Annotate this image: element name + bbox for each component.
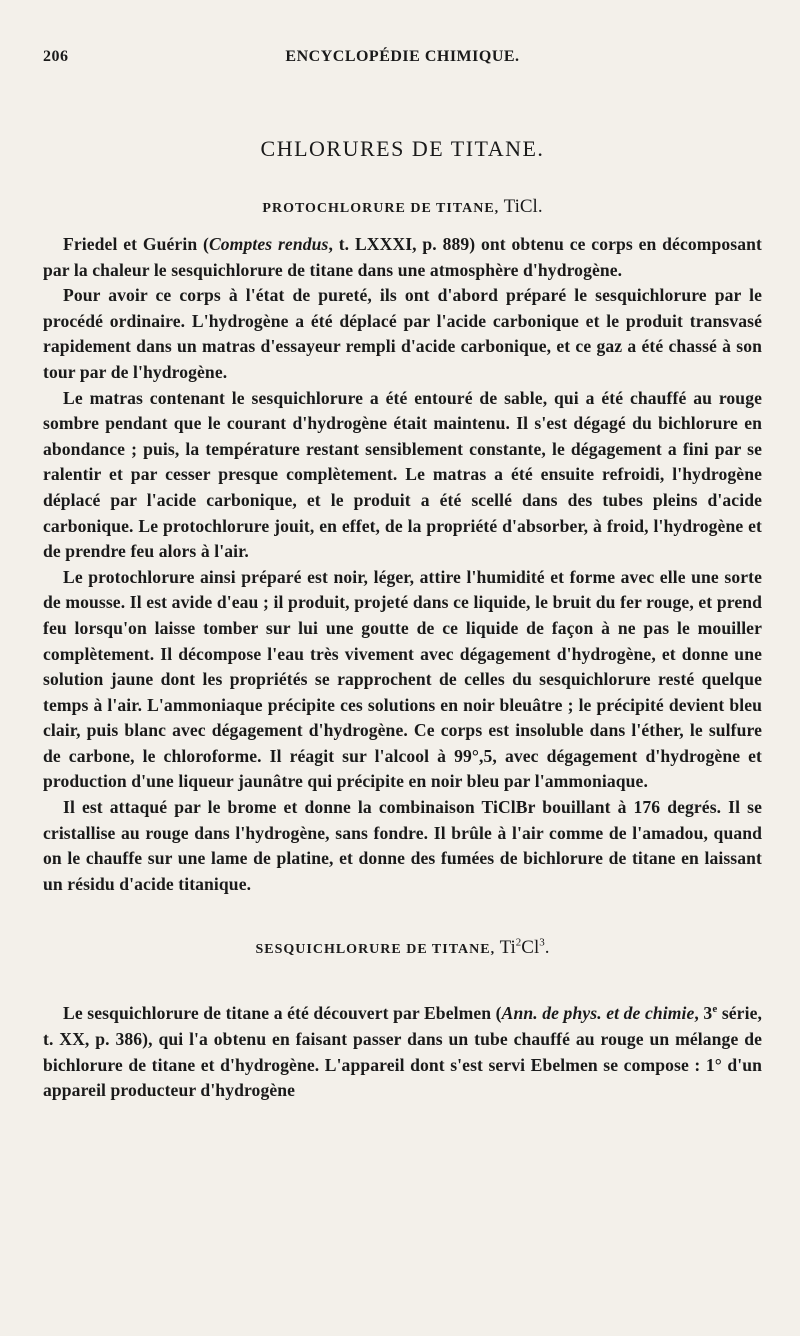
paragraph-4: Le protochlorure ainsi préparé est noir, léger, attire l'humidité et forme avec elle une sorte de mousse. Il est avide d'eau ; il produit, projeté dans ce liquide, le bruit du fer rouge, et prend feu lorsqu'on laisse tomber sur lui une goutte de ce liquide de façon à ne pas le mouiller complètement. Il décompose l'eau très vivement avec dégagement d'hydrogène, et donne une solution jaune dont les propriétés se rapprochent de celles du sesquichlorure resté quelque temps à l'air. L'ammoniaque précipite ces solutions en noir bleuâtre ; le précipité devient bleu clair, puis blanc avec dégagement d'hydrogène. Ce corps est insoluble dans l'éther, le sulfure de carbone, le chloroforme. Il réagit sur l'alcool à 99°,5, avec dégagement d'hydrogène et production d'une liqueur jaunâtre qui précipite en noir bleu par l'ammoniaque. bbox=[43, 566, 762, 792]
section-title-text: SESQUICHLORURE DE TITANE, bbox=[255, 942, 496, 958]
paragraph-6-text-c: série, t. XX, p. 386), qui l'a obtenu en faisant passer dans un tube chauffé au rouge un mélange de bichlorure de titane et d'hydrogène. L'appareil dont s'est servi Ebelmen se compose : 1° d'un appareil producteur d'hydrogène bbox=[43, 1003, 762, 1101]
ordinal-suffix: e bbox=[712, 1003, 718, 1016]
paragraph-2: Pour avoir ce corps à l'état de pureté, ils ont d'abord préparé le sesquichlorure par le procédé ordinaire. L'hydrogène a été déplacé par l'acide carbonique et le produit transvasé rapidement dans un matras d'essayeur rempli d'acide carbonique, et ce gaz a été chassé à son tour par de l'hydrogène. bbox=[43, 285, 762, 382]
section-title-protochlorure bbox=[43, 196, 762, 218]
section-title-sesquichlorure bbox=[43, 937, 762, 959]
journal-citation: Ann. de phys. et de chimie bbox=[501, 1003, 695, 1024]
page-number: 206 bbox=[43, 48, 69, 65]
running-head bbox=[43, 48, 762, 70]
paragraph-1-text-b: , t. LXXXI, p. 889) ont obtenu ce corps en décomposant par la chaleur le sesquichlorure de titane dans une atmosphère d'hydrogène. bbox=[43, 234, 762, 280]
paragraph-6-text-b: , 3 bbox=[694, 1003, 713, 1024]
paragraph-6 bbox=[43, 1001, 762, 1103]
formula-index: 3 bbox=[539, 937, 545, 950]
chapter-title: CHLORURES DE TITANE. bbox=[260, 136, 545, 161]
document-page bbox=[0, 48, 800, 1336]
formula-part: Ti bbox=[499, 937, 516, 959]
paragraph-6-text-a: Le sesquichlorure de titane a été découvert par Ebelmen ( bbox=[63, 1003, 502, 1024]
paragraph-1 bbox=[43, 232, 762, 283]
section-title-text: PROTOCHLORURE DE TITANE, bbox=[262, 201, 500, 216]
formula-part: . bbox=[544, 937, 550, 959]
journal-citation: Comptes rendus bbox=[208, 234, 329, 254]
running-title: ENCYCLOPÉDIE CHIMIQUE. bbox=[285, 48, 520, 65]
paragraph-5: Il est attaqué par le brome et donne la combinaison TiClBr bouillant à 176 degrés. Il se cristallise au rouge dans l'hydrogène, sans fondre. Il brûle à l'air comme de l'amadou, quand on le chauffe sur une lame de platine, et donne des fumées de bichlorure de titane en laissant un résidu d'acide titanique. bbox=[43, 797, 762, 894]
section-formula: TiCl. bbox=[503, 196, 543, 217]
formula-part: Cl bbox=[521, 937, 540, 959]
section-formula bbox=[500, 937, 550, 958]
formula-index: 2 bbox=[515, 937, 522, 950]
paragraph-3: Le matras contenant le sesquichlorure a été entouré de sable, qui a été chauffé au rouge sombre pendant que le courant d'hydrogène était maintenu. Il s'est dégagé du bichlorure en abondance ; puis, la température restant sensiblement constante, le dégagement a fini par se ralentir et par cesser presque complètement. Le matras a été ensuite refroidi, l'hydrogène déplacé par l'acide carbonique, et le produit a été scellé dans des tubes pleins d'acide carbonique. Le protochlorure jouit, en effet, de la propriété d'absorber, à froid, l'hydrogène et de prendre feu alors à l'air. bbox=[43, 387, 762, 562]
paragraph-1-text-a: Friedel et Guérin ( bbox=[63, 234, 209, 254]
